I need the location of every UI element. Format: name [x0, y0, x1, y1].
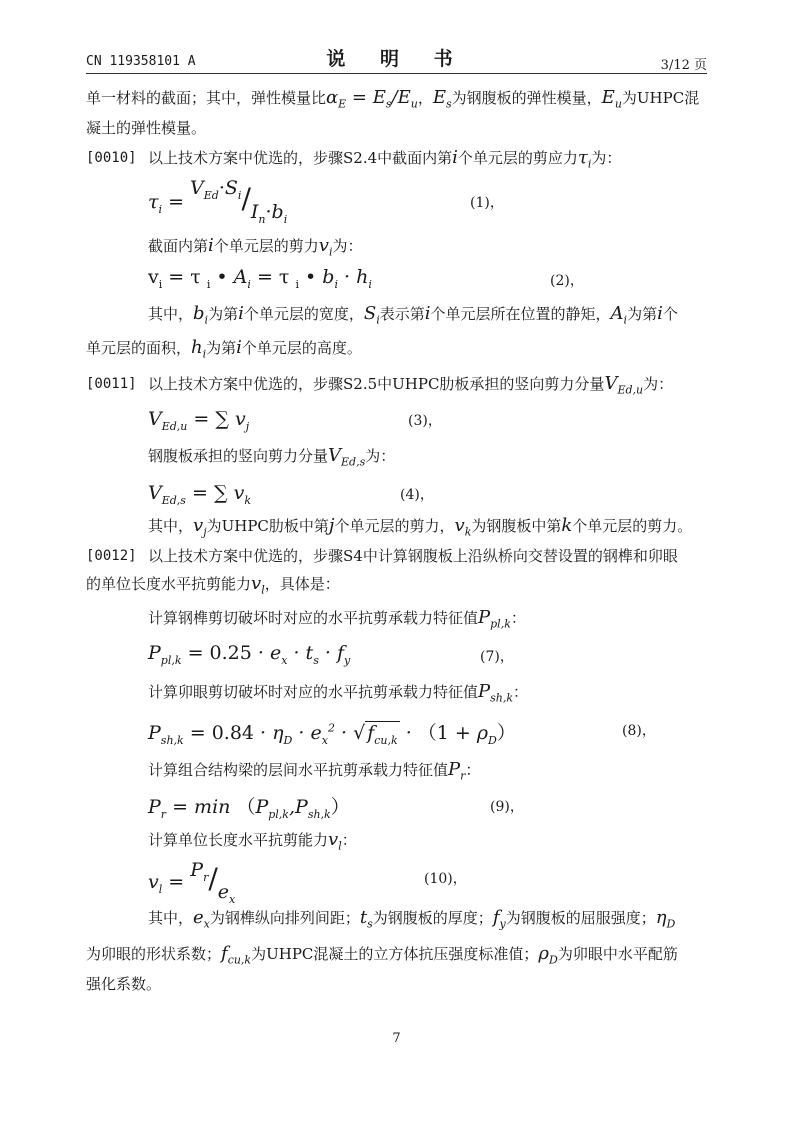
text-line: 其中，$e_x$为钢榫纵向排列间距；$t_s$为钢腹板的厚度；$f_y$为钢腹板的屈服强度；$\eta_D$: [148, 907, 676, 931]
equation-number: (3)，: [408, 413, 442, 429]
paragraph-number: [0010]: [86, 150, 137, 166]
page-counter: 3/12 页: [660, 58, 707, 73]
text-line: 其中，$b_i$为第i个单元层的宽度，$S_i$表示第i个单元层所在位置的静矩，$A_i$为第i个: [148, 303, 678, 327]
equation-9: $P_r = \min (P_{pl,k},P_{sh,k})$: [148, 796, 350, 821]
equation-2: $v_i = \tau$ $_i$ • $A_i = \tau$ $_i$ • $b_i \cdot h_i$: [148, 266, 372, 291]
equation-10: $v_l = P_r/e_x$: [148, 859, 236, 906]
page-header: [86, 44, 707, 74]
equation-3: $V_{Ed,u}$ = ∑ $v_j$: [148, 408, 250, 433]
equation-number: (8)，: [622, 723, 656, 739]
text-line: 为卯眼的形状系数；$f_{cu,k}$为UHPC混凝土的立方体抗压强度标准值；$\rho_D$为卯眼中水平配筋: [86, 943, 678, 967]
equation-7: $P_{pl,k} = 0.25 \cdot e_x \cdot t_s \cdot f_y$: [148, 642, 351, 667]
equation-number: (4)，: [400, 487, 434, 503]
text-line: 以上技术方案中优选的，步骤S2.5中UHPC肋板承担的竖向剪力分量$V_{Ed,u}$为：: [148, 373, 674, 397]
paragraph-number: [0012]: [86, 548, 137, 564]
paragraph-number: [0011]: [86, 376, 137, 392]
equation-number: (9)，: [490, 799, 524, 815]
page-number: 7: [392, 1031, 401, 1046]
equation-number: (10)，: [424, 871, 467, 887]
text-line: 其中，$v_j$为UHPC肋板中第j个单元层的剪力，$v_k$为钢腹板中第k个单元层的剪力。: [148, 515, 693, 539]
equation-number: (2)，: [550, 273, 584, 289]
header-divider: [86, 73, 707, 74]
text-line: 钢腹板承担的竖向剪力分量$V_{Ed,s}$为：: [148, 445, 396, 469]
equation-8: $P_{sh,k} = 0.84 \cdot \eta_D \cdot e_x^2$ · √ $f_{cu,k} \cdot (1 + \rho_D)$: [148, 721, 516, 747]
text-line: 强化系数。: [86, 975, 162, 993]
equation-4: $V_{Ed,s}$ = ∑ $v_k$: [148, 482, 251, 507]
text-line: 计算卯眼剪切破坏时对应的水平抗剪承载力特征值$P_{sh,k}$：: [148, 681, 529, 705]
text-line: 的单位长度水平抗剪能力$v_l$，具体是：: [86, 573, 340, 597]
equation-number: (7)，: [480, 649, 514, 665]
text-line: 单元层的面积，$h_i$为第i个单元层的高度。: [86, 337, 362, 361]
document-title: 说 明 书: [326, 48, 467, 70]
patent-number: CN 119358101 A: [86, 54, 196, 69]
text-line: 以上技术方案中优选的，步骤S4中计算钢腹板上沿纵桥向交替设置的钢榫和卯眼: [148, 547, 678, 565]
text-line: 以上技术方案中优选的，步骤S2.4中截面内第i个单元层的剪应力$\tau_i$为：: [148, 147, 622, 171]
text-line: 计算组合结构梁的层间水平抗剪承载力特征值$P_r$：: [148, 759, 481, 783]
text-line: 计算单位长度水平抗剪能力$v_l$：: [148, 829, 357, 853]
text-line: 凝土的弹性模量。: [86, 119, 207, 137]
text-line: 截面内第i个单元层的剪力$v_i$为：: [148, 235, 363, 259]
text-line: 计算钢榫剪切破坏时对应的水平抗剪承载力特征值$P_{pl,k}$：: [148, 607, 526, 631]
equation-number: (1)，: [470, 195, 504, 211]
text-line: 单一材料的截面；其中，弹性模量比$\alpha_E = E_s/E_u$，$E_s$为钢腹板的弹性模量，$E_u$为UHPC混: [86, 87, 700, 111]
equation-1: $\tau_i = V_{Ed}\cdot S_i/I_n\cdot b_i$: [148, 177, 288, 226]
